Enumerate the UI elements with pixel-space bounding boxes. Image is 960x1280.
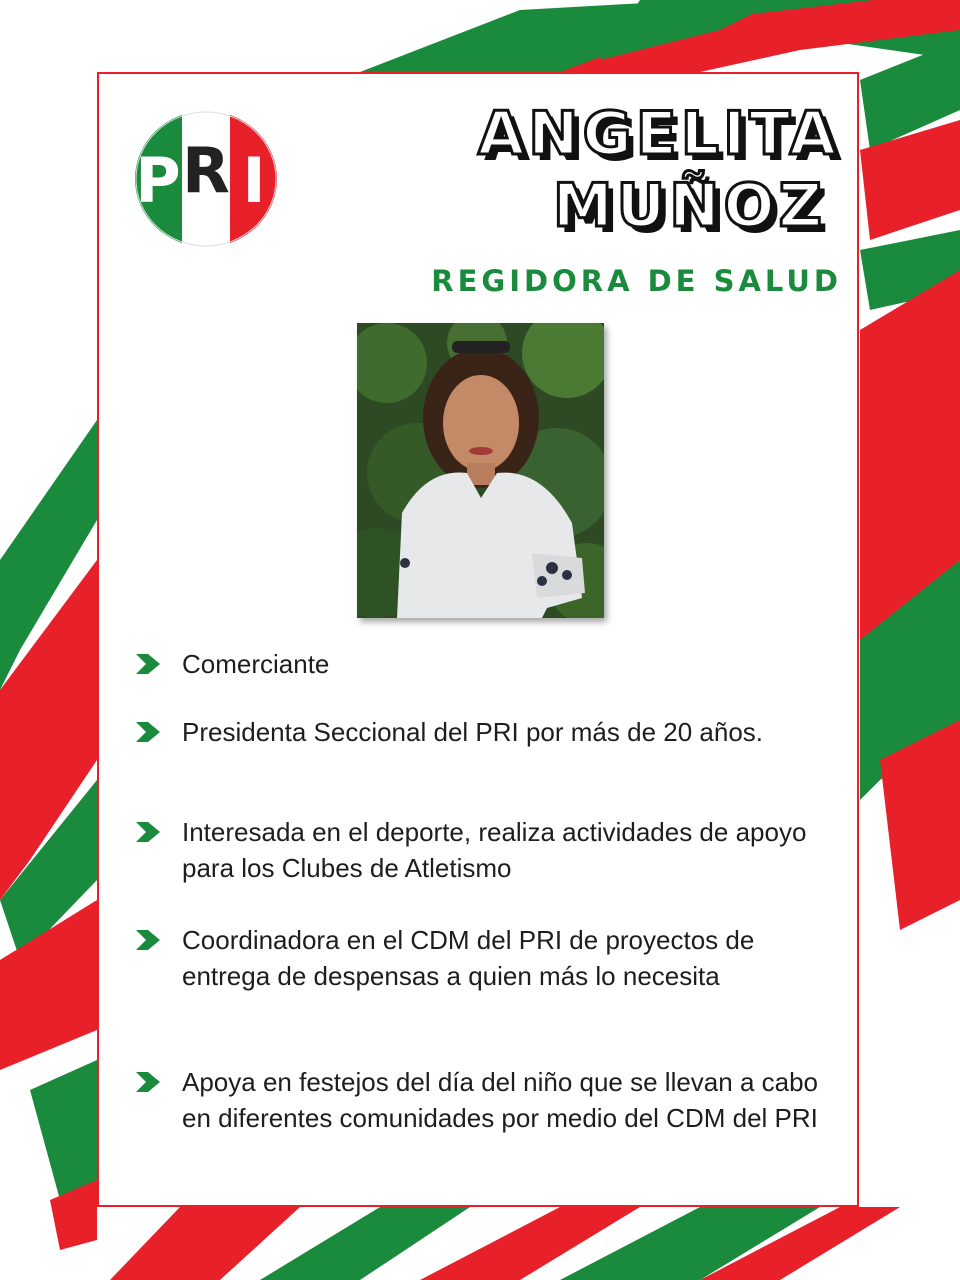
- chevron-right-icon: [134, 652, 162, 676]
- list-item-text: Interesada en el deporte, realiza actividades de apoyo para los Clubes de Atletismo: [182, 817, 807, 883]
- pri-logo: [134, 110, 278, 248]
- logo-letter-r: R: [182, 134, 230, 207]
- list-item-text: Comerciante: [182, 649, 330, 679]
- chevron-right-icon: [134, 820, 162, 844]
- logo-letter-p: P: [135, 144, 181, 217]
- chevron-right-icon: [134, 1070, 162, 1094]
- list-item-text: Apoya en festejos del día del niño que se llevan a cabo en diferentes comunidades por medio del CDM del PRI: [182, 1067, 819, 1133]
- chevron-right-icon: [134, 928, 162, 952]
- chevron-right-icon: [134, 720, 162, 744]
- portrait-photo: [357, 323, 604, 618]
- list-item-text: Presidenta Seccional del PRI por más de 20 años.: [182, 717, 764, 747]
- name-line-first: ANGELITA: [477, 99, 840, 169]
- name-line-last: MUÑOZ: [552, 171, 826, 241]
- role-title: REGIDORA DE SALUD: [431, 264, 842, 298]
- list-item-text: Coordinadora en el CDM del PRI de proyectos de entrega de despensas a quien más lo necesita: [182, 925, 755, 991]
- logo-letter-i: I: [242, 144, 266, 217]
